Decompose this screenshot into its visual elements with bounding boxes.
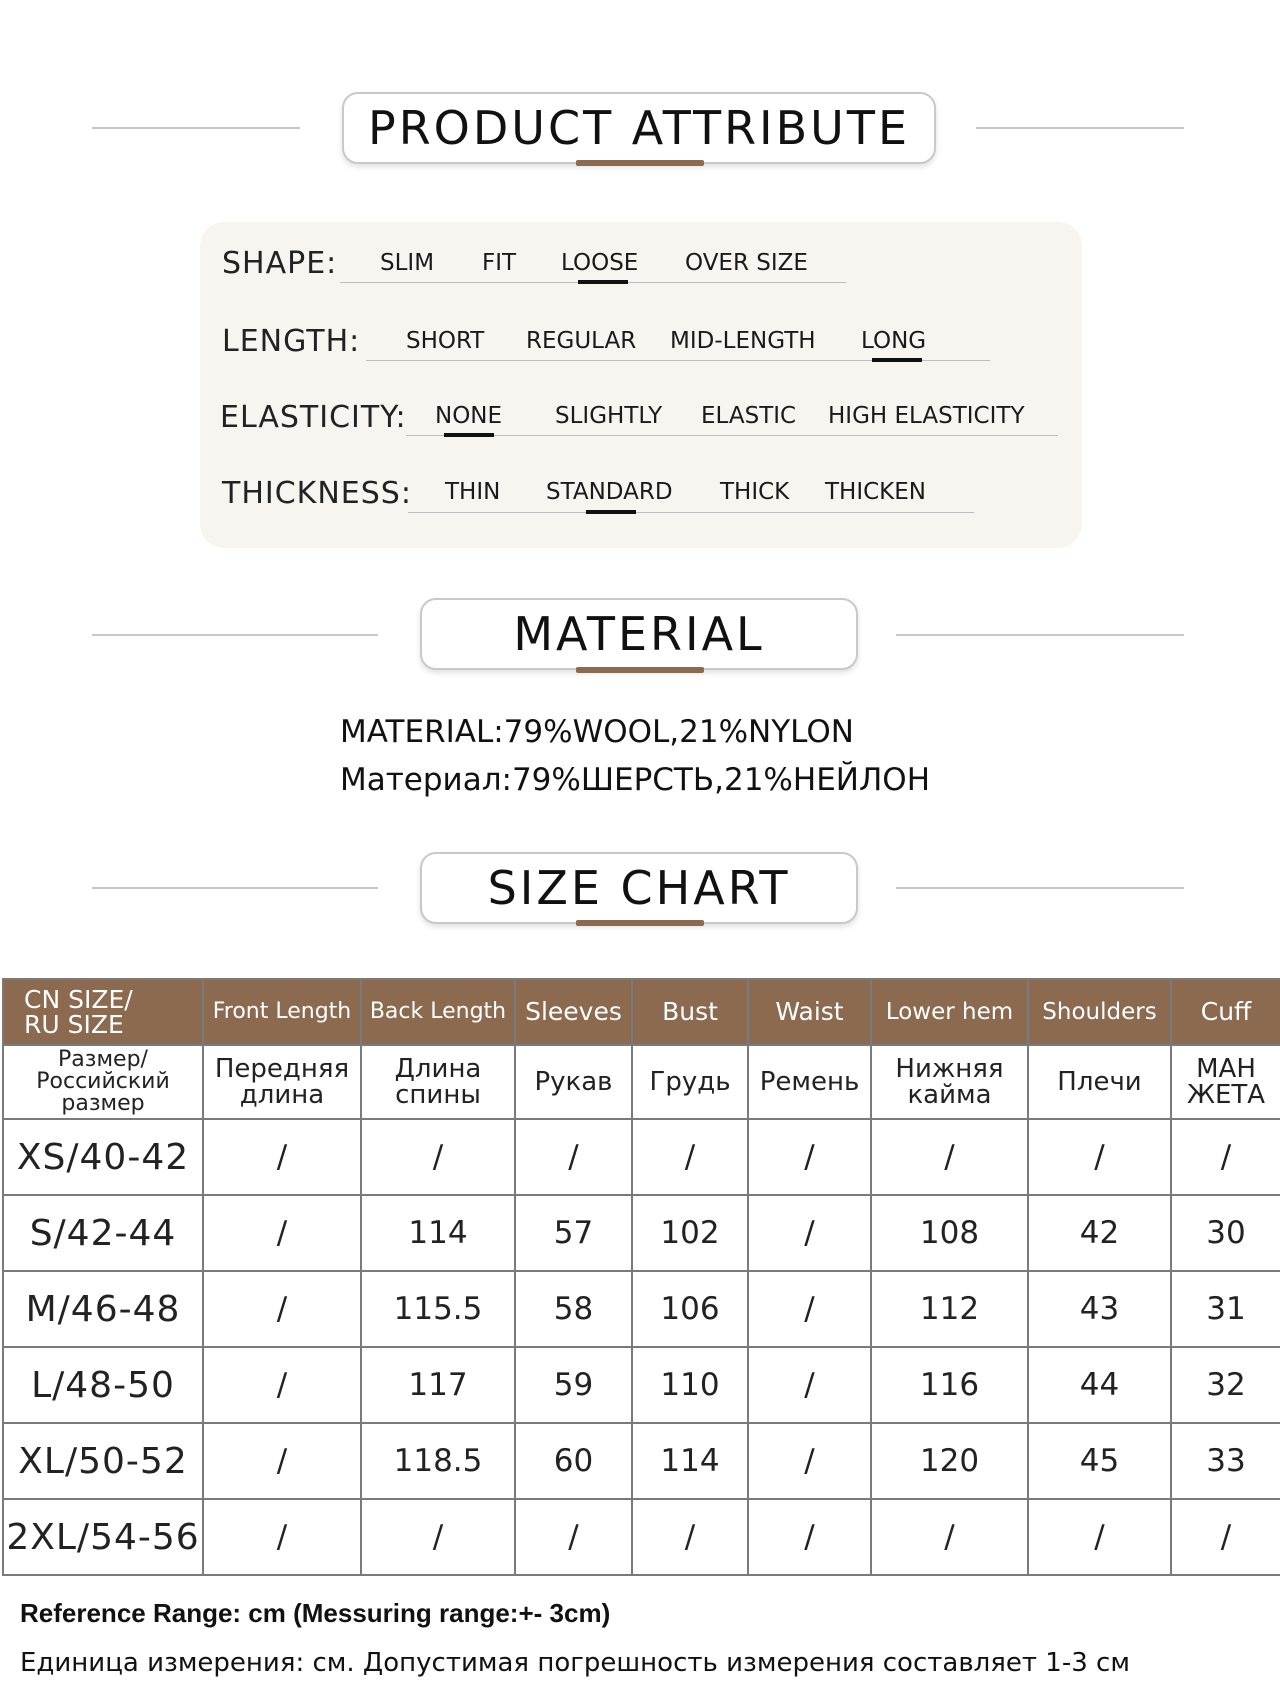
front-length-cell: /	[203, 1119, 361, 1195]
sleeves-cell: 58	[515, 1271, 632, 1347]
table-row	[3, 1195, 1280, 1271]
waist-cell: /	[748, 1499, 871, 1575]
divider-right	[976, 127, 1184, 129]
bust-cell: 106	[632, 1271, 748, 1347]
bust-cell: 114	[632, 1423, 748, 1499]
thickness-option-thick: THICK	[720, 479, 790, 505]
front-length-cell: /	[203, 1499, 361, 1575]
table-row	[3, 1423, 1280, 1499]
header-ru-front-length: Передняя длина	[203, 1045, 361, 1119]
elasticity-label: ELASTICITY:	[220, 400, 407, 435]
header-ru-shoulders: Плечи	[1028, 1045, 1171, 1119]
shape-option-fit: FIT	[482, 250, 517, 276]
lower-hem-cell: /	[871, 1499, 1028, 1575]
back-length-cell: /	[361, 1499, 515, 1575]
header-cuff: Cuff	[1171, 979, 1280, 1045]
bust-cell: /	[632, 1499, 748, 1575]
back-length-cell: /	[361, 1119, 515, 1195]
thickness-label: THICKNESS:	[222, 476, 412, 511]
header-ru-waist: Ремень	[748, 1045, 871, 1119]
shoulders-cell: /	[1028, 1499, 1171, 1575]
lower-hem-cell: 108	[871, 1195, 1028, 1271]
product-attribute-header	[342, 92, 936, 164]
front-length-cell: /	[203, 1347, 361, 1423]
bust-cell: 110	[632, 1347, 748, 1423]
thickness-selected-marker	[586, 510, 636, 514]
shoulders-cell: /	[1028, 1119, 1171, 1195]
table-row	[3, 1347, 1280, 1423]
front-length-cell: /	[203, 1195, 361, 1271]
elasticity-baseline	[406, 435, 1058, 436]
shoulders-cell: 45	[1028, 1423, 1171, 1499]
length-option-mid-length: MID-LENGTH	[670, 328, 816, 354]
material-title: MATERIAL	[513, 607, 765, 661]
sleeves-cell: 59	[515, 1347, 632, 1423]
size-cell: XL/50-52	[3, 1423, 203, 1499]
lower-hem-cell: 116	[871, 1347, 1028, 1423]
header-row-ru	[3, 1045, 1280, 1119]
cuff-cell: 32	[1171, 1347, 1280, 1423]
size-cell: L/48-50	[3, 1347, 203, 1423]
header-bust: Bust	[632, 979, 748, 1045]
title-accent-bar	[576, 160, 704, 166]
header-waist: Waist	[748, 979, 871, 1045]
thickness-option-standard: STANDARD	[546, 479, 673, 505]
shoulders-cell: 44	[1028, 1347, 1171, 1423]
size-cell: S/42-44	[3, 1195, 203, 1271]
header-ru-size: Размер/ Российский размер	[3, 1045, 203, 1119]
shape-option-loose: LOOSE	[561, 250, 639, 276]
table-row	[3, 1499, 1280, 1575]
elasticity-option-slightly: SLIGHTLY	[555, 403, 663, 429]
sleeves-cell: 57	[515, 1195, 632, 1271]
elasticity-option-high-elasticity: HIGH ELASTICITY	[828, 403, 1025, 429]
divider-left	[92, 127, 300, 129]
cuff-cell: 30	[1171, 1195, 1280, 1271]
header-back-length: Back Length	[361, 979, 515, 1045]
size-cell: XS/40-42	[3, 1119, 203, 1195]
elasticity-option-none: NONE	[435, 403, 503, 429]
shape-option-over-size: OVER SIZE	[685, 250, 808, 276]
material-composition-en: MATERIAL:79%WOOL,21%NYLON	[340, 714, 854, 750]
lower-hem-cell: 120	[871, 1423, 1028, 1499]
shape-option-slim: SLIM	[380, 250, 435, 276]
divider-left	[92, 887, 378, 889]
reference-range-note-ru: Единица измерения: см. Допустимая погрешность измерения составляет 1-3 см	[20, 1648, 1130, 1678]
sleeves-cell: /	[515, 1499, 632, 1575]
waist-cell: /	[748, 1195, 871, 1271]
size-cell: 2XL/54-56	[3, 1499, 203, 1575]
front-length-cell: /	[203, 1271, 361, 1347]
header-ru-lower-hem: Нижняя кайма	[871, 1045, 1028, 1119]
back-length-cell: 117	[361, 1347, 515, 1423]
length-option-long: LONG	[861, 328, 927, 354]
back-length-cell: 114	[361, 1195, 515, 1271]
table-row	[3, 1119, 1280, 1195]
elasticity-option-elastic: ELASTIC	[701, 403, 797, 429]
divider-right	[896, 634, 1184, 636]
size-chart-table	[2, 978, 1280, 1576]
header-ru-bust: Грудь	[632, 1045, 748, 1119]
divider-right	[896, 887, 1184, 889]
shape-label: SHAPE:	[222, 246, 338, 281]
shoulders-cell: 43	[1028, 1271, 1171, 1347]
cuff-cell: /	[1171, 1119, 1280, 1195]
length-label: LENGTH:	[222, 324, 361, 359]
bust-cell: /	[632, 1119, 748, 1195]
size-cell: M/46-48	[3, 1271, 203, 1347]
back-length-cell: 115.5	[361, 1271, 515, 1347]
front-length-cell: /	[203, 1423, 361, 1499]
table-row	[3, 1271, 1280, 1347]
cuff-cell: 33	[1171, 1423, 1280, 1499]
waist-cell: /	[748, 1347, 871, 1423]
divider-left	[92, 634, 378, 636]
shape-selected-marker	[578, 280, 628, 284]
header-cn-ru-size: CN SIZE/ RU SIZE	[3, 979, 203, 1045]
cuff-cell: /	[1171, 1499, 1280, 1575]
sleeves-cell: 60	[515, 1423, 632, 1499]
shoulders-cell: 42	[1028, 1195, 1171, 1271]
thickness-baseline	[408, 512, 974, 513]
reference-range-note: Reference Range: cm (Messuring range:+- 3cm)	[20, 1598, 611, 1628]
product-attribute-title: PRODUCT ATTRIBUTE	[367, 101, 911, 155]
bust-cell: 102	[632, 1195, 748, 1271]
header-ru-cuff: МАН ЖЕТА	[1171, 1045, 1280, 1119]
waist-cell: /	[748, 1119, 871, 1195]
header-row-en	[3, 979, 1280, 1045]
elasticity-selected-marker	[444, 433, 494, 437]
sleeves-cell: /	[515, 1119, 632, 1195]
back-length-cell: 118.5	[361, 1423, 515, 1499]
size-chart-header	[420, 852, 858, 924]
thickness-option-thin: THIN	[445, 479, 501, 505]
title-accent-bar	[576, 667, 704, 673]
length-selected-marker	[872, 358, 922, 362]
cuff-cell: 31	[1171, 1271, 1280, 1347]
thickness-option-thicken: THICKEN	[825, 479, 927, 505]
header-ru-back-length: Длина спины	[361, 1045, 515, 1119]
material-header	[420, 598, 858, 670]
waist-cell: /	[748, 1423, 871, 1499]
header-sleeves: Sleeves	[515, 979, 632, 1045]
length-option-short: SHORT	[406, 328, 485, 354]
waist-cell: /	[748, 1271, 871, 1347]
size-chart-title: SIZE CHART	[487, 861, 791, 915]
header-ru-sleeves: Рукав	[515, 1045, 632, 1119]
material-composition-ru: Материал:79%ШЕРСТЬ,21%НЕЙЛОН	[340, 762, 930, 798]
lower-hem-cell: 112	[871, 1271, 1028, 1347]
header-front-length: Front Length	[203, 979, 361, 1045]
lower-hem-cell: /	[871, 1119, 1028, 1195]
header-shoulders: Shoulders	[1028, 979, 1171, 1045]
header-lower-hem: Lower hem	[871, 979, 1028, 1045]
title-accent-bar	[576, 920, 704, 926]
attribute-panel	[200, 222, 1082, 548]
length-option-regular: REGULAR	[526, 328, 637, 354]
